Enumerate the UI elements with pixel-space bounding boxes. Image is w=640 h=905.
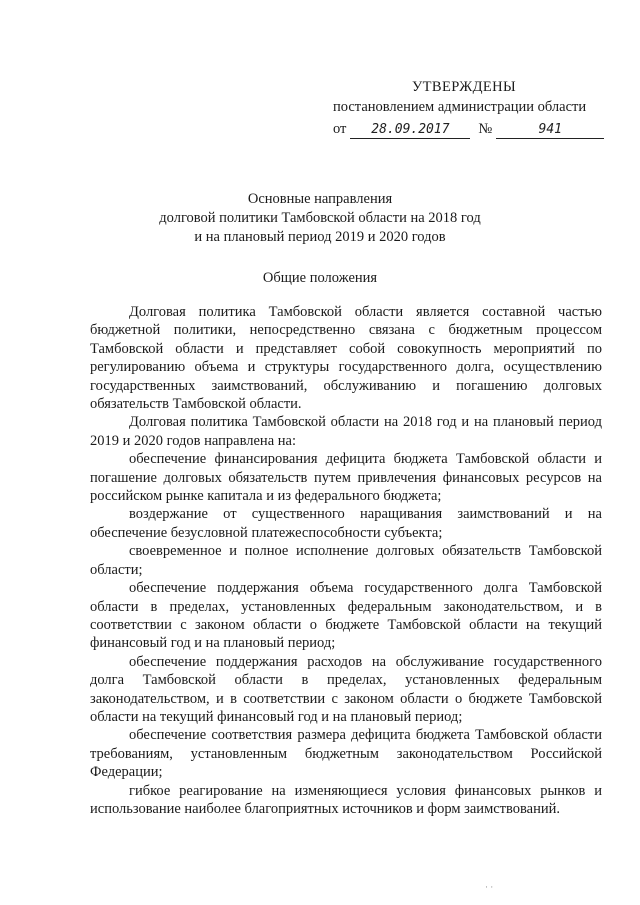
document-title: [0, 190, 640, 247]
approval-heading: УТВЕРЖДЕНЫ: [412, 79, 517, 95]
document-body: [90, 303, 602, 818]
scan-specks: · ·: [485, 882, 494, 892]
handwritten-date: 28.09.2017: [350, 121, 470, 139]
section-heading: Общие положения: [262, 270, 378, 286]
list-item: обеспечение поддержания объема государственного долга Тамбовской области в пределах, установленных федеральным законодательством, и в соответствии с законом области о бюджете Тамбовской области на текущий финансовый год и на плановый период;: [90, 580, 602, 652]
number-prefix: №: [478, 121, 493, 137]
paragraph: Долговая политика Тамбовской области является составной частью бюджетной политики, непосредственно связана с бюджетным процессом Тамбовской области и представляет собой совокупность мероприятий по регулированию объема и структуры государственного долга, осуществлению государственных заимствований, обслуживанию и погашению долговых обязательств Тамбовской области.: [90, 304, 602, 413]
list-item: своевременное и полное исполнение долговых обязательств Тамбовской области;: [90, 543, 602, 578]
approval-date-number-row: [333, 119, 613, 139]
title-line-3: и на плановый период 2019 и 2020 годов: [194, 229, 446, 245]
date-prefix: от: [333, 121, 347, 137]
approval-block: [333, 77, 613, 139]
list-item: воздержание от существенного наращивания заимствований и на обеспечение безусловной платежеспособности субъекта;: [90, 506, 602, 541]
title-line-1: Основные направления: [247, 191, 393, 207]
list-item: обеспечение соответствия размера дефицита бюджета Тамбовской области требованиям, установленным бюджетным законодательством Российской Федерации;: [90, 727, 602, 781]
approval-issuer: постановлением администрации области: [333, 99, 587, 115]
title-line-2: долговой политики Тамбовской области на 2018 год: [159, 210, 481, 226]
list-item: обеспечение финансирования дефицита бюджета Тамбовской области и погашение долговых обязательств путем привлечения финансовых ресурсов на российском рынке капитала и из федерального бюджета;: [90, 451, 602, 505]
handwritten-number: 941: [496, 121, 604, 139]
paragraph: Долговая политика Тамбовской области на 2018 год и на плановый период 2019 и 2020 годов направлена на:: [90, 414, 602, 449]
list-item: обеспечение поддержания расходов на обслуживание государственного долга Тамбовской области в пределах, установленных федеральным законодательством, и в соответствии с законом области о бюджете Тамбовской области на текущий финансовый год и на плановый период;: [90, 653, 602, 725]
list-item: гибкое реагирование на изменяющиеся условия финансовых рынков и использование наиболее благоприятных источников и форм заимствований.: [90, 782, 602, 817]
